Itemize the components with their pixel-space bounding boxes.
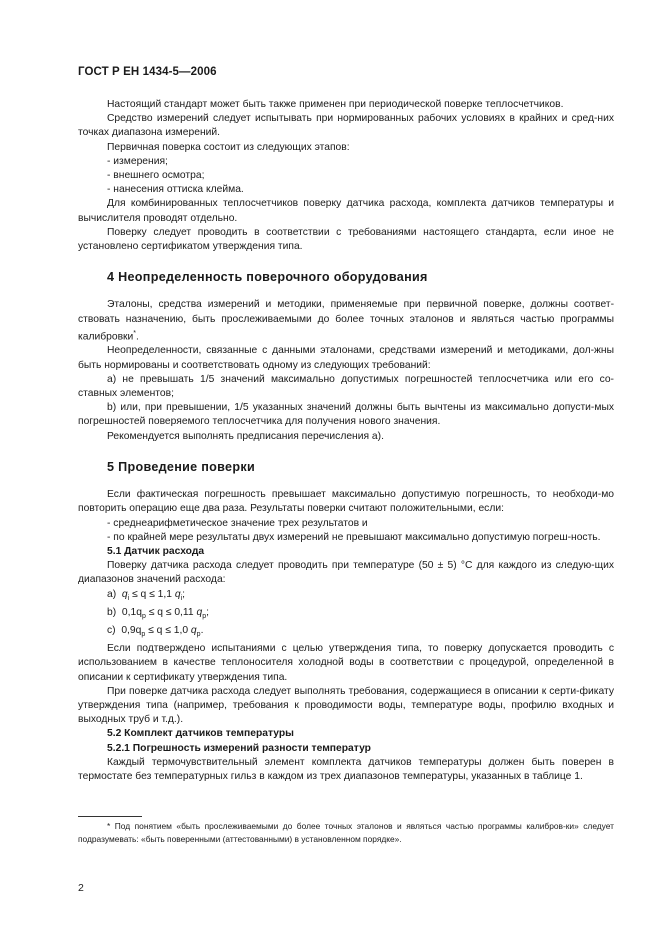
list-item: a) $q_i \le q \le 1,1$ $q_i$; <box>107 588 186 602</box>
section-5-heading: 5 Проведение поверки <box>107 459 255 474</box>
footnote: * Под понятием «быть прослеживаемыми до более точных эталонов и являться частью программы калибров-ки» следует подразумевать: «быть поверенными (аттестованными) в установленном порядке». <box>78 821 614 844</box>
section-4-heading: 4 Неопределенность поверочного оборудования <box>107 270 428 285</box>
list-item: b) $0,1q_p \le q \le 0,11$ $q_p$; <box>107 606 209 620</box>
footnote-mark: * <box>133 329 137 337</box>
list-item: - среднеарифметическое значение трех результатов и <box>107 517 368 529</box>
paragraph: Если фактическая погрешность превышает максимально допустимую погрешность, то необходи-мо повторить операцию еще два раза. Результаты поверки считают положительными, если: <box>78 489 614 515</box>
paragraph: При поверке датчика расхода следует выполнять требования, содержащиеся в описании к серти-фикату утверждения типа (например, требования к проводимости воды, температуре воды, профилю входных и выходных труб и т.д.). <box>78 685 614 726</box>
list-item: b) или, при превышении, 1/5 указанных значений должны быть вычтены из максимально допусти-мых погрешностей поверяемого теплосчетчика для получения нового значения. <box>78 402 614 428</box>
stages-list <box>78 155 614 198</box>
flow-ranges-list <box>78 588 614 643</box>
paragraph: Каждый термочувствительный элемент комплекта датчиков температуры должен быть поверен в термостате без температурных гильз в каждом из трех диапазонов температуры, указанных в таблице 1. <box>78 756 614 783</box>
document-body <box>78 98 614 784</box>
list-item: c) $0,9q_p \le q \le 1,0$ $q_p$. <box>107 625 204 639</box>
subsection-5-2-heading: 5.2 Комплект датчиков температуры <box>107 728 294 740</box>
list-item: - измерения; <box>107 155 168 167</box>
paragraph: Если подтверждено испытаниями с целью утверждения типа, то поверку допускается проводить с использованием в качестве теплоносителя холодной воды в соответствии с процедурой, определенной в описании к сертификату утверждения типа. <box>78 643 614 683</box>
paragraph: Поверку датчика расхода следует проводить при температуре (50 ± 5) °С для каждого из следую-щих диапазонов значений расхода: <box>78 560 614 586</box>
page-number: 2 <box>78 882 84 894</box>
paragraph: Неопределенности, связанные с данными эталонами, средствами измерений и методиками, дол-жны быть нормированы и соответствовать одному из следующих требований: <box>78 345 614 371</box>
paragraph: Рекомендуется выполнять предписания перечисления а). <box>107 430 384 442</box>
list-item: - внешнего осмотра; <box>107 170 205 182</box>
paragraph: Для комбинированных теплосчетчиков поверку датчика расхода, комплекта датчиков температуры и вычислителя проводят отдельно. <box>78 198 614 224</box>
paragraph: Поверку следует проводить в соответствии с требованиями настоящего стандарта, если иное не установлено сертификатом утверждения типа. <box>78 226 614 253</box>
paragraph: Настоящий стандарт может быть также применен при периодической поверке теплосчетчиков. <box>107 99 564 110</box>
list-item: - по крайней мере результаты двух измерений не превышают максимально допустимую погреш-ность. <box>107 531 601 543</box>
paragraph: Средство измерений следует испытывать при нормированных рабочих условиях в крайних и сред-них точках диапазона измерений. <box>78 113 614 139</box>
document-header: ГОСТ Р ЕН 1434-5—2006 <box>78 66 217 78</box>
conditions-list <box>78 517 614 531</box>
paragraph: Первичная поверка состоит из следующих этапов: <box>107 141 350 153</box>
footnote-divider <box>78 816 142 817</box>
list-item: a) не превышать 1/5 значений максимально допустимых погрешностей теплосчетчика или его со-ставных элементов; <box>78 373 614 400</box>
list-item: - нанесения оттиска клейма. <box>107 184 244 196</box>
subsection-5-1-heading: 5.1 Датчик расхода <box>107 545 205 557</box>
subsection-5-2-1-heading: 5.2.1 Погрешность измерений разности температур <box>107 742 371 754</box>
paragraph: Эталоны, средства измерений и методики, применяемые при первичной поверке, должны соответ-ствовать назначению, быть прослеживаемыми до более точных эталонов и являться частью программы калибровки*. <box>78 299 614 343</box>
